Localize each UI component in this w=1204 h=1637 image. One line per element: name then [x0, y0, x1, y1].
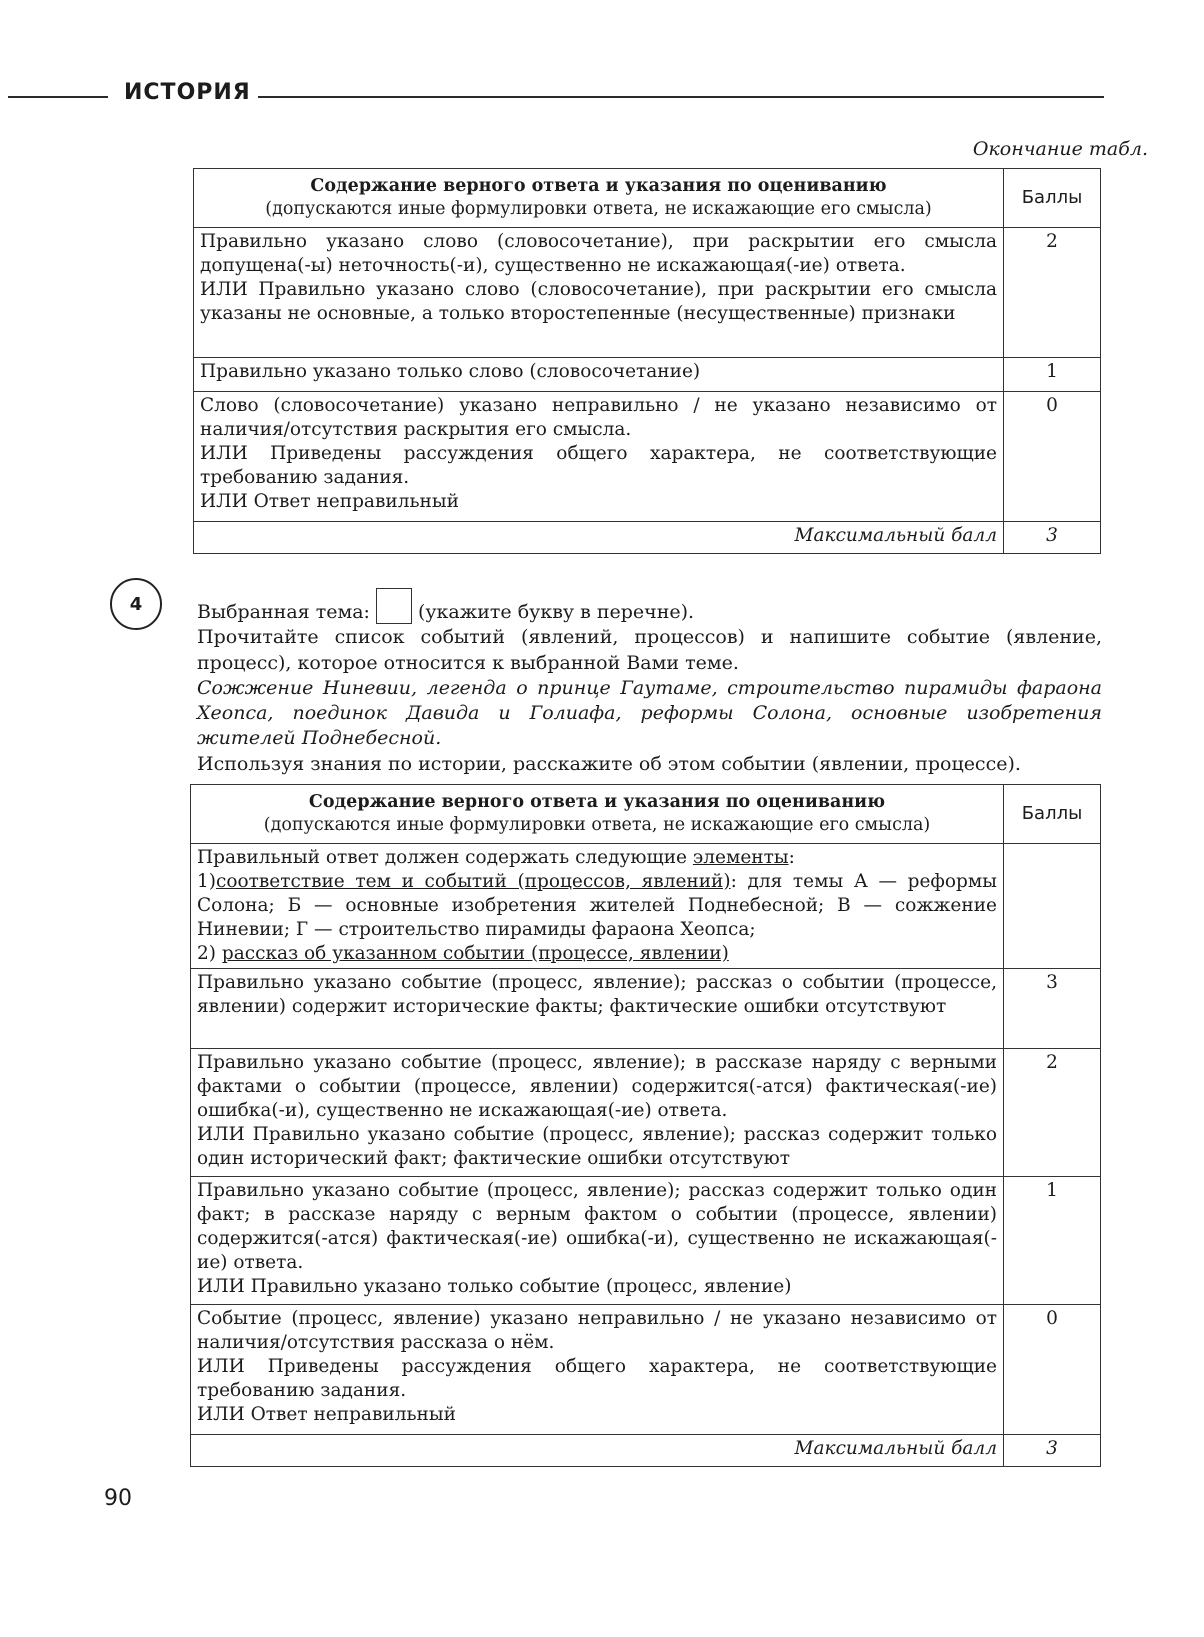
points-cell: 1: [1004, 1176, 1101, 1304]
events-list: Сожжение Ниневии, легенда о принце Гаутаме, строительство пирамиды фараона Хеопса, поединок Давида и Голиафа, реформы Солона, основные изобретения жителей Поднебесной.: [197, 676, 1102, 750]
answer-element-1-title: соответствие тем и событий (процессов, явлений): [216, 870, 731, 892]
answer-intro-underlined: элементы: [692, 846, 789, 868]
task-instruction-2: Используя знания по истории, расскажите об этом событии (явлении, процессе).: [197, 752, 1021, 775]
points-cell-empty: [1004, 843, 1101, 968]
criterion-cell: [191, 1304, 1004, 1434]
criterion-line: Слово (словосочетание) указано неправильно / не указано независимо от наличия/отсутствия раскрытия его смысла.: [200, 394, 997, 440]
answer-element-1-text: : для темы А — реформы Солона; Б — основные изобретения жителей Поднебесной; В — сожжение Ниневии; Г — строительство пирамиды фараона Хеопса;: [197, 870, 997, 940]
criterion-cell: [194, 357, 1004, 391]
question-number: 4: [110, 578, 162, 630]
criterion-line: Правильно указано событие (процесс, явление); в рассказе наряду с верными фактами о событии (процессе, явлении) содержится(-атся) фактическая(-ие) ошибка(-и), существенно не искажающая(-ие) ответа.: [197, 1051, 997, 1121]
topic-answer-box[interactable]: [376, 588, 412, 624]
table-row: [194, 357, 1101, 391]
max-score-row: [191, 1434, 1101, 1466]
header-title: Содержание верного ответа и указания по оцениванию: [310, 176, 887, 196]
criterion-line: ИЛИ Правильно указано слово (словосочетание), при раскрытии его смысла указаны не основные, а только второстепенные (несущественные) признаки: [200, 278, 997, 324]
answer-element-1-num: 1): [197, 870, 216, 892]
answer-intro: Правильный ответ должен содержать следующие элементы:: [197, 846, 795, 868]
grading-table-2: [190, 784, 1101, 1467]
criterion-cell: [194, 227, 1004, 357]
criterion-line: Правильно указано слово (словосочетание), при раскрытии его смысла допущена(-ы) неточность(-и), существенно не искажающая(-ие) ответа.: [200, 230, 997, 276]
table-row: [191, 1048, 1101, 1176]
criterion-line: Событие (процесс, явление) указано неправильно / не указано независимо от наличия/отсутствия рассказа о нём.: [197, 1307, 997, 1353]
header-note: (допускаются иные формулировки ответа, не искажающие его смысла): [263, 814, 931, 835]
criterion-line: Правильно указано событие (процесс, явление); рассказ о событии (процессе, явлении) содержит исторические факты; фактические ошибки отсутствуют: [197, 971, 997, 1017]
header-rule-right: [258, 96, 1104, 98]
criterion-line: Правильно указано только слово (словосочетание): [200, 360, 701, 382]
answer-elements-cell: [191, 843, 1004, 968]
page-number: 90: [104, 1486, 132, 1511]
criterion-line: ИЛИ Приведены рассуждения общего характера, не соответствующие требованию задания.: [197, 1355, 997, 1401]
points-cell: 3: [1004, 968, 1101, 1048]
table-header-content: [194, 169, 1004, 228]
points-cell: 2: [1004, 227, 1101, 357]
answer-elements-row: [191, 843, 1101, 968]
max-score-label: Максимальный балл: [194, 521, 1004, 553]
points-cell: 2: [1004, 1048, 1101, 1176]
grading-table-1: [193, 168, 1101, 554]
criterion-cell: [194, 391, 1004, 521]
criterion-cell: [191, 1176, 1004, 1304]
table-row: [194, 227, 1101, 357]
table-row: [191, 1176, 1101, 1304]
points-cell: 0: [1004, 391, 1101, 521]
points-cell: 0: [1004, 1304, 1101, 1434]
topic-prefix: Выбранная тема:: [197, 601, 370, 623]
answer-element-2-num: 2): [197, 942, 216, 964]
topic-line: [197, 588, 1102, 625]
table-header-row: [194, 169, 1101, 228]
answer-element-2: [197, 942, 997, 966]
header-note: (допускаются иные формулировки ответа, не искажающие его смысла): [265, 198, 932, 219]
table-header-content: [191, 785, 1004, 844]
criterion-line: ИЛИ Приведены рассуждения общего характера, не соответствующие требованию задания.: [200, 442, 997, 488]
table-row: [194, 391, 1101, 521]
criterion-line: ИЛИ Ответ неправильный: [197, 1403, 456, 1425]
points-cell: 1: [1004, 357, 1101, 391]
table-header-row: [191, 785, 1101, 844]
criterion-line: Правильно указано событие (процесс, явление); рассказ содержит только один факт; в рассказе наряду с верным фактом о событии (процессе, явлении) содержится(-атся) фактическая(-ие) ошибка(-и), существенно не искажающая(-ие) ответа.: [197, 1179, 997, 1273]
answer-intro-text: Правильный ответ должен содержать следующие: [197, 846, 687, 868]
points-header: Баллы: [1004, 169, 1101, 228]
table-row: [191, 1304, 1101, 1434]
points-header: Баллы: [1004, 785, 1101, 844]
criterion-line: ИЛИ Правильно указано событие (процесс, явление); рассказ содержит только один исторический факт; фактические ошибки отсутствуют: [197, 1123, 997, 1169]
running-head: ИСТОРИЯ: [124, 80, 251, 105]
max-score-value: 3: [1004, 521, 1101, 553]
answer-element-1: [197, 870, 997, 942]
header-title: Содержание верного ответа и указания по оцениванию: [308, 792, 886, 812]
task-instruction: Прочитайте список событий (явлений, процессов) и напишите событие (явление, процесс), которое относится к выбранной Вами теме.: [197, 626, 1102, 674]
topic-suffix: (укажите букву в перечне).: [417, 601, 695, 623]
max-score-label: Максимальный балл: [191, 1434, 1004, 1466]
criterion-line: ИЛИ Ответ неправильный: [200, 490, 459, 512]
header-rule-left: [8, 96, 108, 98]
table-caption: Окончание табл.: [972, 138, 1148, 160]
answer-element-2-title: рассказ об указанном событии (процессе, явлении): [221, 942, 729, 964]
criterion-cell: [191, 968, 1004, 1048]
table-row: [191, 968, 1101, 1048]
task-text: [197, 588, 1102, 777]
criterion-line: ИЛИ Правильно указано только событие (процесс, явление): [197, 1275, 792, 1297]
criterion-cell: [191, 1048, 1004, 1176]
max-score-row: [194, 521, 1101, 553]
max-score-value: 3: [1004, 1434, 1101, 1466]
